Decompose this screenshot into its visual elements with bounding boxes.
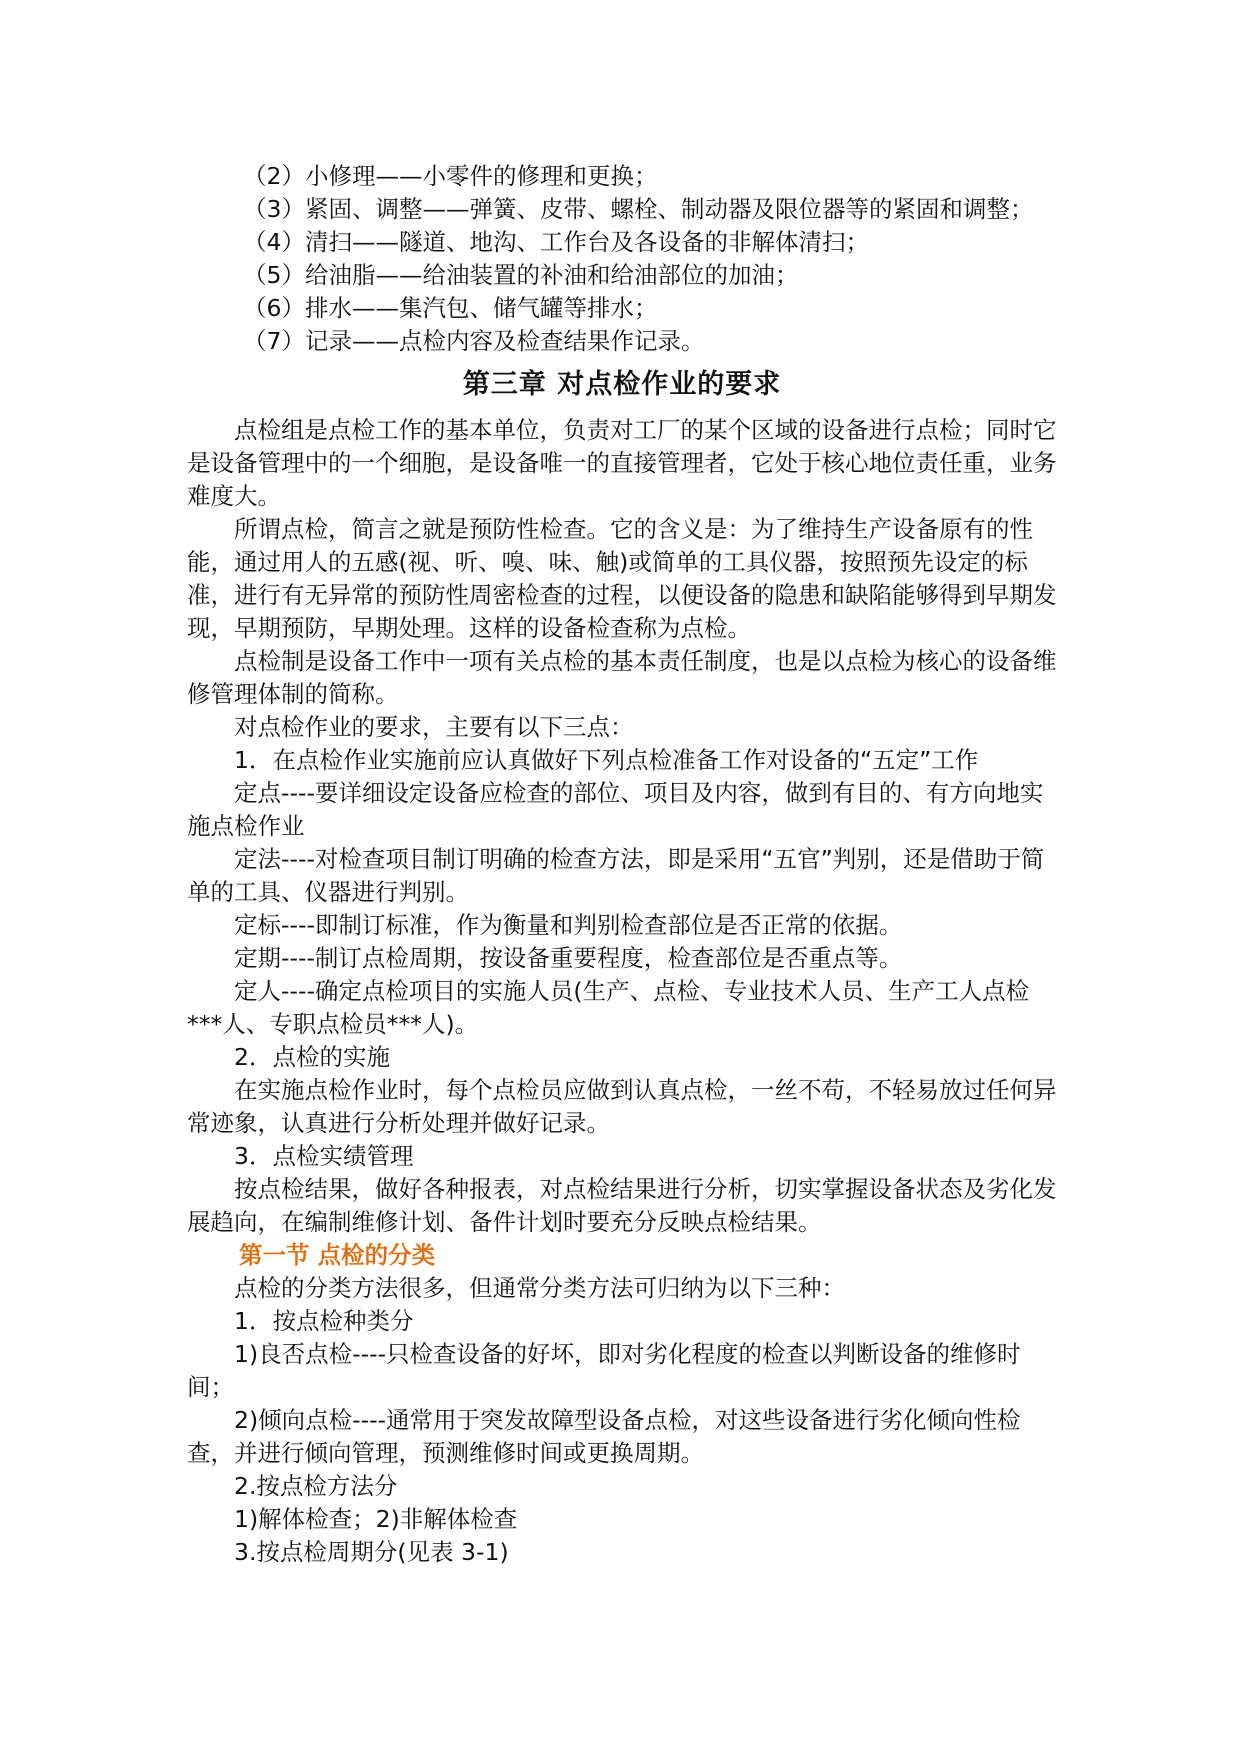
paragraph: 点检制是设备工作中一项有关点检的基本责任制度，也是以点检为核心的设备维修管理体制的简称。 [187, 647, 1057, 708]
paragraph: 定标----即制订标准，作为衡量和判别检查部位是否正常的依据。 [234, 911, 903, 939]
paragraph: 所谓点检，简言之就是预防性检查。它的含义是：为了维持生产设备原有的性能，通过用人的五感(视、听、嗅、味、触)或简单的工具仪器，按照预先设定的标准，进行有无异常的预防性周密检查的过程，以便设备的隐患和缺陷能够得到早期发现，早期预防，早期处理。这样的设备检查称为点检。 [187, 515, 1057, 642]
paragraph: 定法----对检查项目制订明确的检查方法，即是采用“五官”判别，还是借助于简单的工具、仪器进行判别。 [187, 845, 1045, 906]
paragraph: 1．按点检种类分 [234, 1307, 414, 1335]
list-item: （6）排水——集汽包、储气罐等排水； [243, 294, 658, 322]
paragraph: 对点检作业的要求，主要有以下三点： [234, 713, 634, 741]
document-page [187, 160, 1057, 1569]
paragraph: 按点检结果，做好各种报表，对点检结果进行分析，切实掌握设备状态及劣化发展趋向，在编制维修计划、备件计划时要充分反映点检结果。 [187, 1175, 1057, 1236]
list-item: （3）紧固、调整——弹簧、皮带、螺栓、制动器及限位器等的紧固和调整； [243, 195, 1034, 223]
paragraph: 在实施点检作业时，每个点检员应做到认真点检，一丝不苟，不轻易放过任何异常迹象，认真进行分析处理并做好记录。 [187, 1076, 1057, 1137]
paragraph: 2．点检的实施 [234, 1043, 390, 1071]
chapter-body [187, 414, 1057, 1239]
list-item: （2）小修理——小零件的修理和更换； [243, 162, 658, 190]
chapter-title: 第三章 对点检作业的要求 [462, 369, 782, 400]
paragraph: 2.按点检方法分 [234, 1472, 398, 1500]
section-title: 第一节 点检的分类 [239, 1241, 436, 1269]
paragraph: 点检的分类方法很多，但通常分类方法可归纳为以下三种： [234, 1274, 845, 1302]
paragraph: 2)倾向点检----通常用于突发故障型设备点检，对这些设备进行劣化倾向性检查，并进行倾向管理，预测维修时间或更换周期。 [187, 1406, 1021, 1467]
paragraph: 3.按点检周期分(见表 3-1) [234, 1538, 509, 1566]
list-item: （7）记录——点检内容及检查结果作记录。 [243, 327, 705, 355]
paragraph: 1．在点检作业实施前应认真做好下列点检准备工作对设备的“五定”工作 [234, 746, 979, 774]
list-item: （5）给油脂——给油装置的补油和给油部位的加油； [243, 261, 799, 289]
section-body [187, 1272, 1057, 1569]
paragraph: 定人----确定点检项目的实施人员(生产、点检、专业技术人员、生产工人点检***人、专职点检员***人)。 [187, 977, 1030, 1038]
paragraph: 点检组是点检工作的基本单位，负责对工厂的某个区域的设备进行点检；同时它是设备管理中的一个细胞，是设备唯一的直接管理者，它处于核心地位责任重，业务难度大。 [187, 416, 1057, 510]
paragraph: 1)良否点检----只检查设备的好坏，即对劣化程度的检查以判断设备的维修时间； [187, 1340, 1021, 1401]
list-item: （4）清扫——隧道、地沟、工作台及各设备的非解体清扫； [243, 228, 869, 256]
maintenance-item-list [187, 160, 1057, 358]
paragraph: 3．点检实绩管理 [234, 1142, 414, 1170]
paragraph: 1)解体检查；2)非解体检查 [234, 1505, 518, 1533]
paragraph: 定期----制订点检周期，按设备重要程度，检查部位是否重点等。 [234, 944, 903, 972]
paragraph: 定点----要详细设定设备应检查的部位、项目及内容，做到有目的、有方向地实施点检作业 [187, 779, 1044, 840]
